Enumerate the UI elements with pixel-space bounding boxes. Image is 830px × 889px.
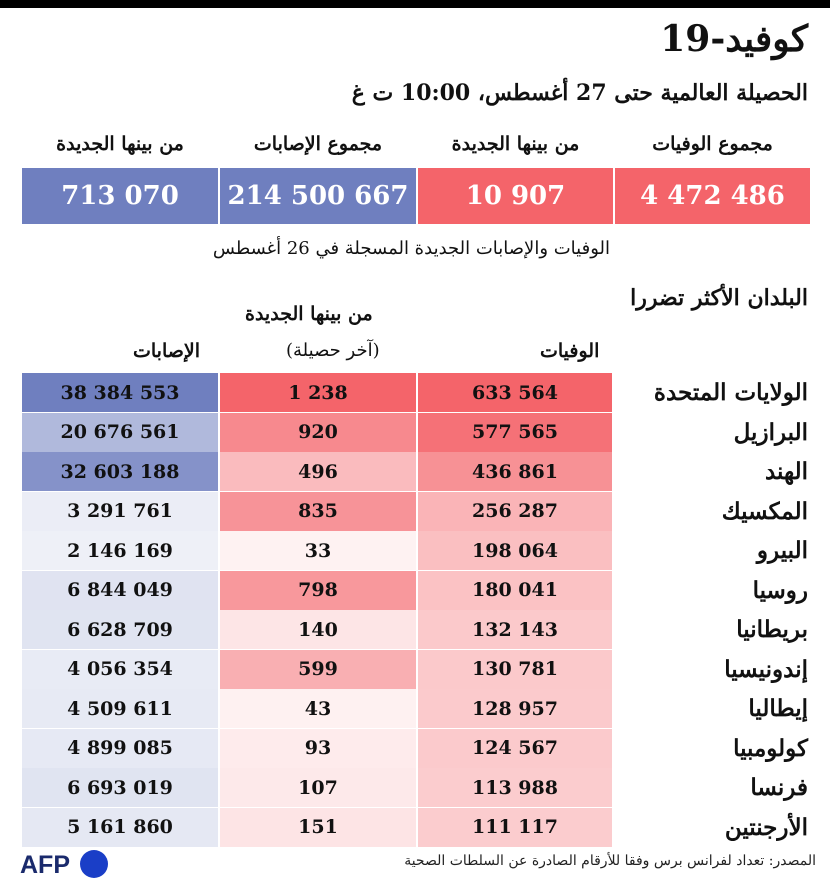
table-row [22,689,830,728]
country-name: البرازيل [733,418,808,446]
table-row [22,373,830,412]
new-deaths-cell: 43 [220,689,416,728]
table-row [22,531,830,570]
country-name: كولومبيا [733,734,808,762]
table-row [22,452,830,491]
cases-cell: 38 384 553 [22,373,218,412]
country-name: المكسيك [721,497,808,525]
table-row [22,492,830,531]
total-new-cases-label: من بينها الجديدة [56,133,184,155]
deaths-cell: 124 567 [418,729,612,768]
new-deaths-cell: 798 [220,571,416,610]
deaths-cell: 256 287 [418,492,612,531]
new-deaths-cell: 151 [220,808,416,847]
table-row [22,413,830,452]
col-new-subheader: (آخر حصيلة) [286,340,380,361]
afp-logo-circle [80,850,108,878]
source-note: المصدر: تعداد لفرانس برس وفقا للأرقام الصادرة عن السلطات الصحية [404,853,816,869]
country-name: إندونيسيا [724,655,808,683]
new-deaths-cell: 496 [220,452,416,491]
country-name: فرنسا [750,774,808,801]
total-deaths-value: 4 472 486 [615,168,810,224]
page-title: كوفيد-19 [660,18,808,60]
table-row [22,571,830,610]
cases-cell: 20 676 561 [22,413,218,452]
cases-cell: 32 603 188 [22,452,218,491]
table-row [22,808,830,847]
new-deaths-cell: 140 [220,610,416,649]
deaths-cell: 132 143 [418,610,612,649]
new-deaths-cell: 107 [220,768,416,807]
country-name: روسيا [752,576,808,604]
total-new-deaths-label: من بينها الجديدة [451,133,580,155]
new-deaths-cell: 835 [220,492,416,531]
cases-cell: 4 056 354 [22,650,218,689]
cases-cell: 5 161 860 [22,808,218,847]
col-new-header: من بينها الجديدة [245,303,373,325]
total-cases-label: مجموع الإصابات [253,133,383,155]
total-cases-value: 214 500 667 [220,168,416,224]
deaths-cell: 436 861 [418,452,612,491]
new-deaths-cell: 1 238 [220,373,416,412]
afp-logo [20,848,110,880]
country-name: الأرجنتين [724,813,808,841]
country-name: الهند [764,458,808,485]
new-deaths-cell: 93 [220,729,416,768]
deaths-cell: 113 988 [418,768,612,807]
section-title: البلدان الأكثر تضررا [630,285,808,311]
page-subtitle: الحصيلة العالمية حتى 27 أغسطس، 10:00 ت غ [351,80,808,106]
cases-cell: 6 628 709 [22,610,218,649]
total-new-cases-value: 713 070 [22,168,218,224]
table-row [22,610,830,649]
table-row [22,768,830,807]
afp-logo-text: AFP [20,851,70,879]
deaths-cell: 198 064 [418,531,612,570]
col-cases-header: الإصابات [133,340,201,362]
deaths-cell: 180 041 [418,571,612,610]
cases-cell: 6 844 049 [22,571,218,610]
deaths-cell: 633 564 [418,373,612,412]
cases-cell: 4 899 085 [22,729,218,768]
deaths-cell: 130 781 [418,650,612,689]
country-name: إيطاليا [748,695,808,722]
total-deaths-label: مجموع الوفيات [652,133,773,155]
country-name: الولايات المتحدة [653,379,808,406]
new-deaths-cell: 33 [220,531,416,570]
col-deaths-header: الوفيات [540,340,600,362]
cases-cell: 3 291 761 [22,492,218,531]
country-name: البيرو [756,537,808,564]
cases-cell: 4 509 611 [22,689,218,728]
cases-cell: 6 693 019 [22,768,218,807]
table-row [22,729,830,768]
date-note: الوفيات والإصابات الجديدة المسجلة في 26 أغسطس [212,238,610,259]
table-row [22,650,830,689]
new-deaths-cell: 599 [220,650,416,689]
total-new-deaths-value: 10 907 [418,168,613,224]
deaths-cell: 577 565 [418,413,612,452]
deaths-cell: 111 117 [418,808,612,847]
new-deaths-cell: 920 [220,413,416,452]
cases-cell: 2 146 169 [22,531,218,570]
top-bar [0,0,830,8]
deaths-cell: 128 957 [418,689,612,728]
country-name: بريطانيا [736,616,808,643]
